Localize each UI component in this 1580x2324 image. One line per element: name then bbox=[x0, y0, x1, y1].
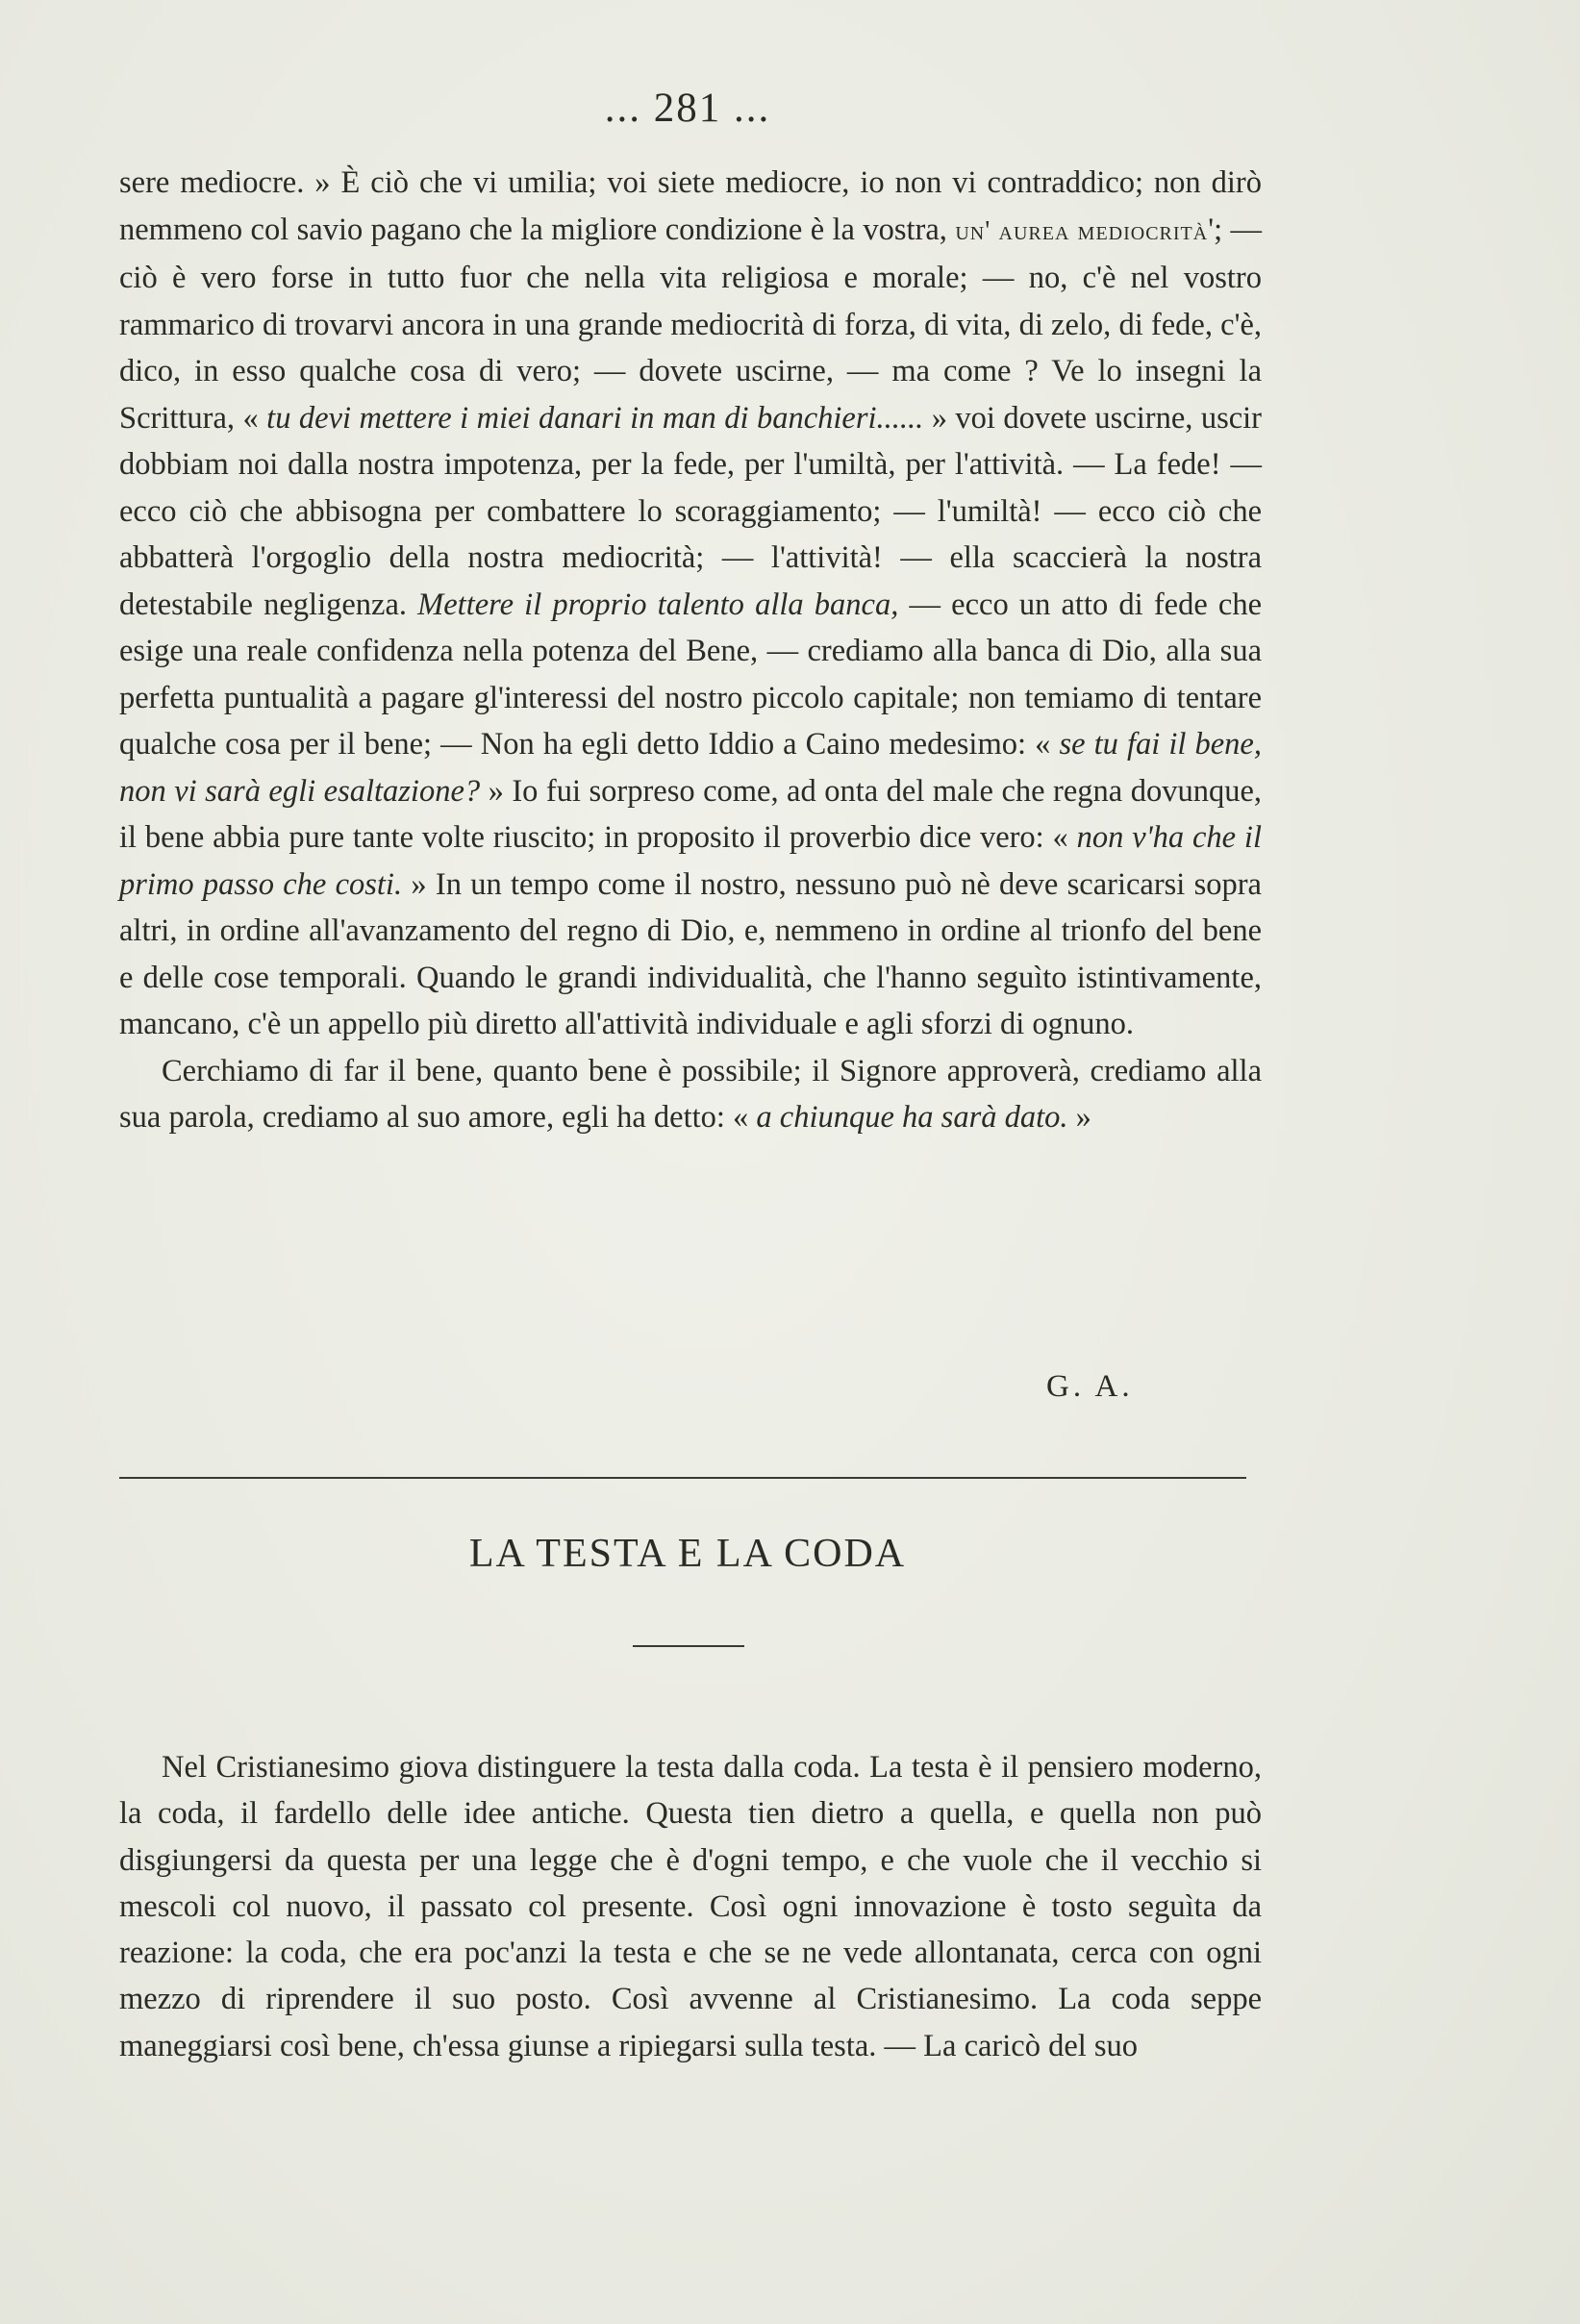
text-section-continued bbox=[119, 160, 1262, 1141]
page-number: ... 281 ... bbox=[604, 86, 771, 131]
article-title: LA TESTA E LA CODA bbox=[468, 1532, 907, 1576]
italic-quote: se tu fai il bene, non vi sarà egli esaltazione? bbox=[119, 727, 1262, 809]
italic-quote: tu devi mettere i miei danari in man di banchieri...... bbox=[266, 400, 924, 436]
section-divider bbox=[119, 1477, 1246, 1479]
italic-quote: non v'ha che il primo passo che costi. bbox=[119, 820, 1262, 902]
paragraph: Cerchiamo di far il bene, quanto bene è possibile; il Signore approverà, crediamo alla sua parola, crediamo al suo amore, egli ha detto: « a chiunque ha sarà dato. » bbox=[119, 1053, 1262, 1135]
small-caps-phrase: un' aurea mediocrità bbox=[955, 215, 1209, 246]
article-body bbox=[119, 1744, 1262, 2069]
title-underline bbox=[633, 1645, 744, 1647]
paragraph: sere mediocre. » È ciò che vi umilia; voi siete mediocre, io non vi contraddico; non dirò nemmeno col savio pagano che la migliore condizione è la vostra, un' aurea mediocrità'; — ciò è vero forse in tutto fuor che nella vita religiosa e morale; — no, c'è nel vostro rammarico di trovarvi ancora in una grande mediocrità di forza, di vita, di zelo, di fede, c'è, dico, in esso qualche cosa di vero; — dovete uscirne, — ma come ? Ve lo insegni la Scrittura, « tu devi mettere i miei danari in man di banchieri...... » voi dovete uscirne, uscir dobbiam noi dalla nostra impotenza, per la fede, per l'umiltà, per l'attività. — La fede! — ecco ciò che abbisogna per combattere lo scoraggiamento; — l'umiltà! — ecco ciò che abbatterà l'orgoglio della nostra mediocrità; — l'attività! — ella scaccierà la nostra detestabile negligenza. Mettere il proprio talento alla banca, — ecco un atto di fede che esige una reale confidenza nella potenza del Bene, — crediamo alla banca di Dio, alla sua perfetta puntualità a pagare gl'interessi del nostro piccolo capitale; non temiamo di tentare qualche cosa per il bene; — Non ha egli detto Iddio a Caino medesimo: « se tu fai il bene, non vi sarà egli esaltazione? » Io fui sorpreso come, ad onta del male che regna dovunque, il bene abbia pure tante volte riuscito; in proposito il proverbio dice vero: « non v'ha che il primo passo che costi. » In un tempo come il nostro, nessuno può nè deve scaricarsi sopra altri, in ordine all'avanzamento del regno di Dio, e, nemmeno in ordine al trionfo del bene e delle cose temporali. Quando le grandi individualità, che l'hanno seguìto istintivamente, mancano, c'è un appello più diretto all'attività individuale e agli sforzi di ognuno. bbox=[119, 165, 1263, 1041]
italic-quote: Mettere il proprio talento alla banca, bbox=[417, 587, 899, 622]
author-signature: G. A. bbox=[1046, 1369, 1134, 1404]
italic-quote: a chiunque ha sarà dato. bbox=[756, 1100, 1068, 1135]
paragraph: Nel Cristianesimo giova distinguere la testa dalla coda. La testa è il pensiero moderno, la coda, il fardello delle idee antiche. Questa tien dietro a quella, e quella non può disgiungersi da questa per una legge che è d'ogni tempo, e che vuole che il vecchio si mescoli col nuovo, il passato col presente. Così ogni innovazione è tosto seguìta da reazione: la coda, che era poc'anzi la testa e che se ne vede allontanata, cerca con ogni mezzo di riprendere il suo posto. Così avvenne al Cristianesimo. La coda seppe maneggiarsi così bene, ch'essa giunse a ripiegarsi sulla testa. — La caricò del suo bbox=[119, 1750, 1262, 2063]
